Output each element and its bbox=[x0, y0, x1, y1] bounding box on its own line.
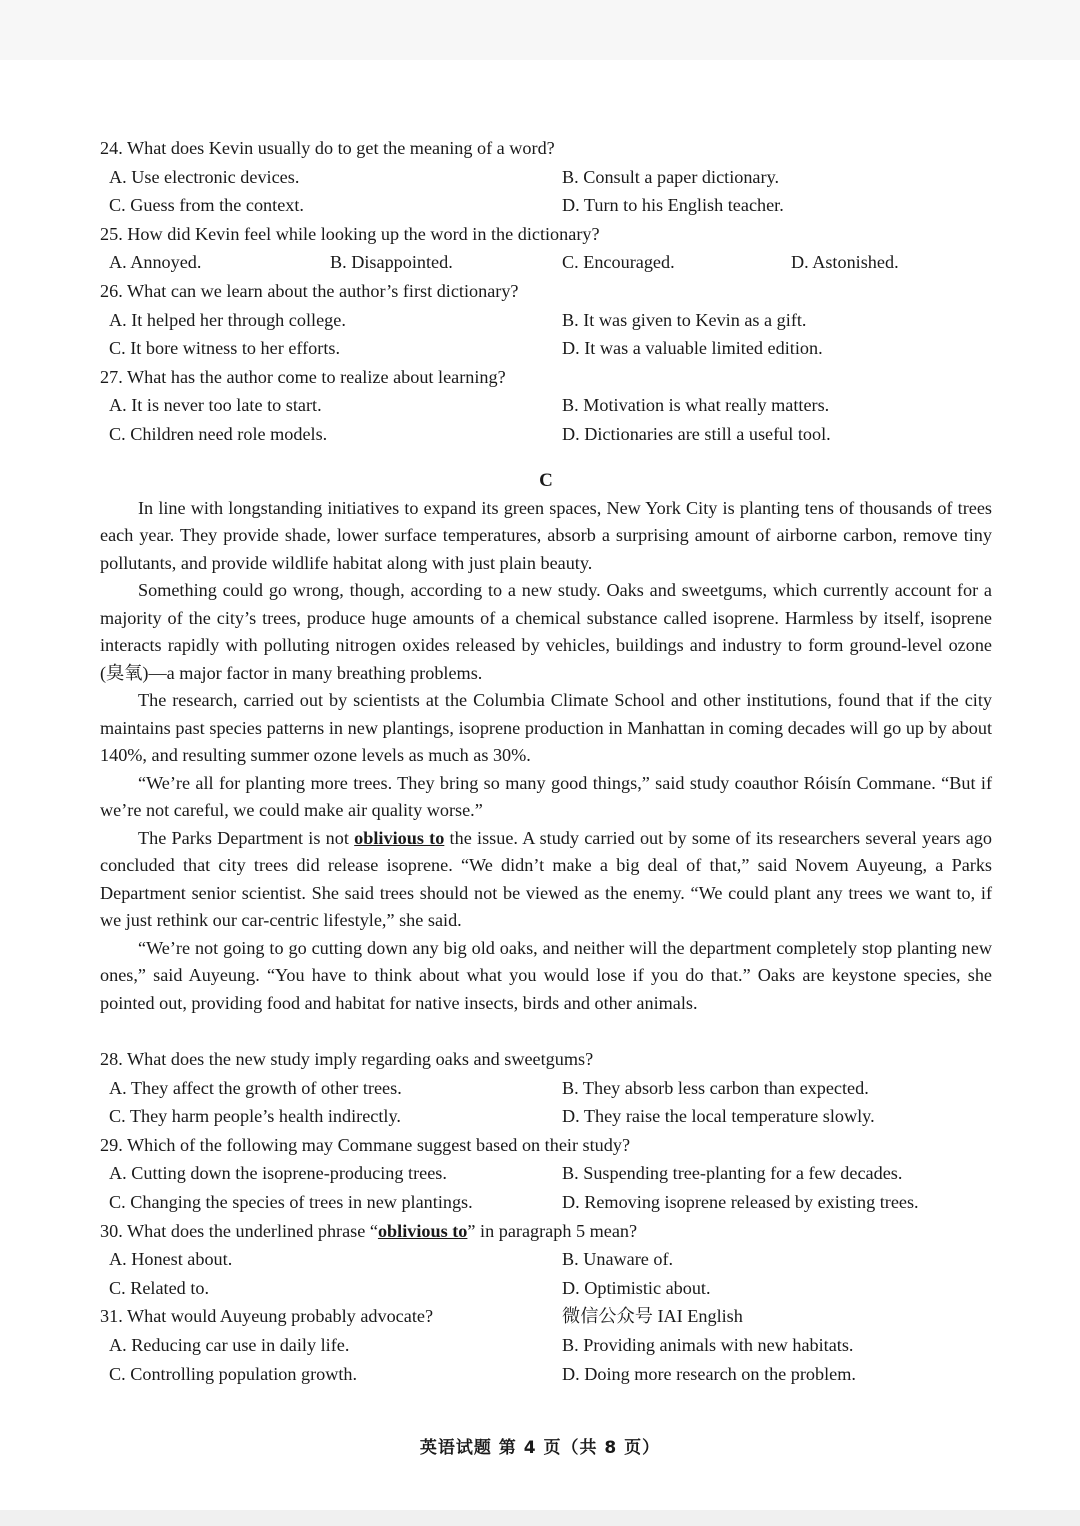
question-29-options-row-1 bbox=[100, 1159, 992, 1188]
question-26: 26. What can we learn about the author’s first dictionary? bbox=[100, 280, 519, 301]
question-27-options-row-2 bbox=[100, 420, 992, 449]
option-24d: D. Turn to his English teacher. bbox=[562, 195, 784, 216]
option-27a: A. It is never too late to start. bbox=[109, 395, 322, 416]
paragraph-5-lead: The Parks Department is not bbox=[138, 827, 355, 848]
option-31a: A. Reducing car use in daily life. bbox=[109, 1334, 350, 1355]
question-30 bbox=[100, 1217, 992, 1246]
option-27c: C. Children need role models. bbox=[109, 423, 328, 444]
question-30-rest: ” in paragraph 5 mean? bbox=[467, 1220, 638, 1241]
underlined-phrase: oblivious to bbox=[354, 827, 445, 848]
question-31-row bbox=[100, 1302, 992, 1331]
top-margin-band bbox=[0, 0, 1080, 60]
option-26c: C. It bore witness to her efforts. bbox=[109, 338, 341, 359]
question-24-options-row-2 bbox=[100, 191, 992, 220]
option-24c: C. Guess from the context. bbox=[109, 195, 304, 216]
option-27b: B. Motivation is what really matters. bbox=[562, 395, 830, 416]
option-31c: C. Controlling population growth. bbox=[109, 1363, 358, 1384]
question-31-options-row-1 bbox=[100, 1331, 992, 1360]
option-31d: D. Doing more research on the problem. bbox=[562, 1363, 856, 1384]
passage-paragraph-5 bbox=[100, 825, 992, 935]
question-26-options-row-1 bbox=[100, 306, 992, 335]
option-30a: A. Honest about. bbox=[109, 1249, 233, 1270]
question-30-options-row-1 bbox=[100, 1245, 992, 1274]
option-29c: C. Changing the species of trees in new plantings. bbox=[109, 1192, 473, 1212]
section-title-c: C bbox=[539, 469, 553, 491]
option-29a: A. Cutting down the isoprene-producing trees. bbox=[109, 1163, 447, 1184]
question-31-options-row-2 bbox=[100, 1360, 992, 1389]
passage-paragraph-3: The research, carried out by scientists at the Columbia Climate School and other institutions, found that if the city maintains past species patterns in new plantings, isoprene production in Manhattan in coming decades will go up by about 140%, and resulting summer ozone levels as much as 30%. bbox=[100, 690, 992, 766]
option-28d: D. They raise the local temperature slowly. bbox=[562, 1106, 875, 1127]
paragraph-5-rest: the issue. A study carried out by some of its researchers several years ago concluded that city trees did release isoprene. “We didn’t make a big deal of that,” said Novem Auyeung, a Parks Department senior scientist. She said trees should not be viewed as the enemy. “We could plant any trees we want to, if we just rethink our car-centric lifestyle,” she said. bbox=[100, 827, 992, 931]
passage-paragraph-6: “We’re not going to go cutting down any big old oaks, and neither will the department completely stop planting new ones,” said Auyeung. “You have to think about what you would lose if you do that.” Oaks are keystone species, she pointed out, providing food and habitat for native insects, birds and other animals. bbox=[100, 937, 992, 1013]
question-29-options-row-2 bbox=[100, 1188, 992, 1217]
question-28-options-row-1 bbox=[100, 1074, 992, 1103]
option-24a: A. Use electronic devices. bbox=[109, 166, 300, 187]
option-25c: C. Encouraged. bbox=[562, 252, 675, 273]
option-29d: D. Removing isoprene released by existing trees. bbox=[562, 1192, 919, 1212]
option-30b: B. Unaware of. bbox=[562, 1249, 674, 1270]
question-24-options-row-1 bbox=[100, 163, 992, 192]
option-24b: B. Consult a paper dictionary. bbox=[562, 166, 780, 187]
bottom-margin-band bbox=[0, 1510, 1080, 1526]
option-26a: A. It helped her through college. bbox=[109, 309, 346, 330]
page-footer: 英语试题 第 4 页（共 8 页） bbox=[419, 1438, 661, 1458]
passage-paragraph-4: “We’re all for planting more trees. They bring so many good things,” said study coauthor Róisín Commane. “But if we’re not careful, we could make air quality worse.” bbox=[100, 772, 992, 821]
option-28c: C. They harm people’s health indirectly. bbox=[109, 1106, 401, 1127]
option-26d: D. It was a valuable limited edition. bbox=[562, 338, 823, 359]
question-28-options-row-2 bbox=[100, 1102, 992, 1131]
option-30c: C. Related to. bbox=[109, 1277, 210, 1298]
question-31: 31. What would Auyeung probably advocate? bbox=[100, 1306, 434, 1327]
watermark-text: 微信公众号 IAI English bbox=[562, 1306, 743, 1327]
question-26-options-row-2 bbox=[100, 334, 992, 363]
question-30-options-row-2 bbox=[100, 1274, 992, 1303]
option-25a: A. Annoyed. bbox=[109, 252, 202, 273]
question-29: 29. Which of the following may Commane suggest based on their study? bbox=[100, 1134, 631, 1155]
question-24: 24. What does Kevin usually do to get the meaning of a word? bbox=[100, 138, 555, 158]
question-30-underlined-phrase: oblivious to bbox=[377, 1220, 468, 1241]
question-25-options-row bbox=[100, 248, 992, 277]
option-26b: B. It was given to Kevin as a gift. bbox=[562, 309, 807, 330]
option-28b: B. They absorb less carbon than expected. bbox=[562, 1077, 869, 1098]
question-28: 28. What does the new study imply regarding oaks and sweetgums? bbox=[100, 1049, 594, 1070]
option-29b: B. Suspending tree-planting for a few decades. bbox=[562, 1163, 903, 1184]
option-27d: D. Dictionaries are still a useful tool. bbox=[562, 423, 831, 444]
question-27-options-row-1 bbox=[100, 391, 992, 420]
option-31b: B. Providing animals with new habitats. bbox=[562, 1334, 854, 1355]
passage-paragraph-2: Something could go wrong, though, according to a new study. Oaks and sweetgums, which currently account for a majority of the city’s trees, produce huge amounts of a chemical substance called isoprene. Harmless by itself, isoprene interacts rapidly with polluting nitrogen oxides released by vehicles, buildings and industry to form ground-level ozone (臭氧)—a major factor in many breathing problems. bbox=[100, 580, 992, 683]
option-25b: B. Disappointed. bbox=[330, 252, 453, 273]
option-25d: D. Astonished. bbox=[791, 252, 899, 273]
spacer bbox=[100, 1017, 992, 1045]
question-25: 25. How did Kevin feel while looking up the word in the dictionary? bbox=[100, 223, 600, 244]
page-content bbox=[100, 134, 992, 1388]
question-30-lead: 30. What does the underlined phrase “ bbox=[100, 1220, 378, 1241]
option-28a: A. They affect the growth of other trees. bbox=[109, 1077, 402, 1098]
passage-paragraph-1: In line with longstanding initiatives to expand its green spaces, New York City is planting tens of thousands of trees each year. They provide shade, lower surface temperatures, absorb a surprising amount of airborne carbon, remove tiny pollutants, and provide wildlife habitat along with just plain beauty. bbox=[100, 497, 992, 573]
question-27: 27. What has the author come to realize about learning? bbox=[100, 366, 506, 387]
option-30d: D. Optimistic about. bbox=[562, 1277, 711, 1298]
